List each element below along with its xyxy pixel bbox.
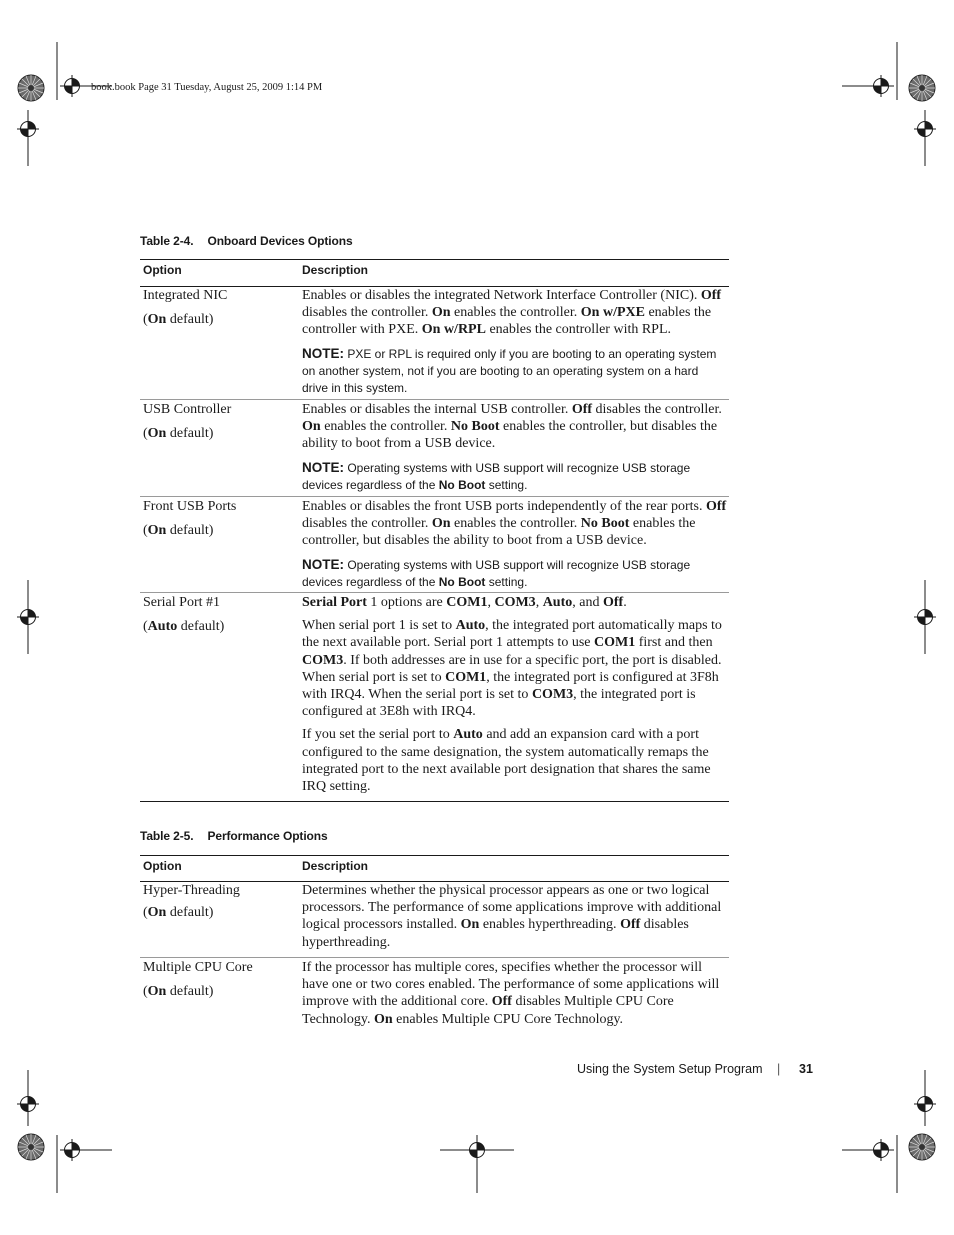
table-caption	[140, 829, 328, 843]
footer-section-title: Using the System Setup Program	[577, 1062, 763, 1076]
option-default: (On default)	[143, 523, 214, 538]
caption-title: Performance Options	[207, 829, 328, 843]
column-header-option: Option	[143, 859, 182, 873]
option-description	[302, 498, 727, 597]
option-description	[302, 287, 727, 403]
option-name: Hyper-Threading	[143, 883, 240, 898]
description-text: Enables or disables the internal USB controller. Off disables the controller. On enables the controller. No Boot enables the controller, but disables the ability to boot from a USB device.	[302, 402, 722, 452]
table-row	[143, 401, 293, 442]
footer-separator: |	[777, 1062, 781, 1076]
note: NOTE: PXE or RPL is required only if you are booting to an operating system on another system, not if you are booting to an operating system on a hard drive in this system.	[302, 345, 717, 395]
column-header-description: Description	[302, 859, 369, 873]
option-default: (On default)	[143, 905, 214, 920]
caption-title: Onboard Devices Options	[207, 234, 353, 248]
table-caption	[140, 234, 353, 248]
table-row	[143, 498, 293, 539]
description-text: Enables or disables the integrated Network Interface Controller (NIC). Off disables the controller. On enables the controller. On w/PXE enables the controller with PXE. On w/RPL enables the controller with RPL.	[302, 288, 722, 338]
note: NOTE: Operating systems with USB support will recognize USB storage devices regardless of the No Boot setting.	[302, 556, 691, 589]
column-header-option: Option	[143, 263, 182, 277]
option-description	[302, 882, 727, 957]
option-name: USB Controller	[143, 402, 232, 417]
table-row	[143, 594, 293, 635]
table-row	[143, 882, 293, 921]
description-text: If the processor has multiple cores, specifies whether the processor will have one or two cores enabled. The performance of some applications will improve with the additional core. Off disables Multiple CPU Core Technology. On enables Multiple CPU Core Technology.	[302, 960, 720, 1027]
option-default: (On default)	[143, 312, 214, 327]
description-text: Determines whether the physical processor appears as one or two logical processors. The performance of some applications improve with additional logical processors installed. On enables hyperthreading. Off disables hyperthreading.	[302, 883, 722, 950]
option-default: (On default)	[143, 426, 214, 441]
note: NOTE: Operating systems with USB support will recognize USB storage devices regardless of the No Boot setting.	[302, 459, 691, 492]
option-default: (On default)	[143, 984, 214, 999]
description-text: Serial Port 1 options are COM1, COM3, Auto, and Off.	[302, 595, 627, 610]
option-name: Integrated NIC	[143, 288, 228, 303]
description-text: If you set the serial port to Auto and add an expansion card with a port configured to the same designation, the system automatically remaps the integrated port to the next available port designation that shares the same IRQ setting.	[302, 727, 711, 795]
option-name: Serial Port #1	[143, 595, 220, 610]
option-default: (Auto default)	[143, 619, 225, 634]
page-number: 31	[799, 1062, 813, 1076]
running-head: book.book Page 31 Tuesday, August 25, 2009 1:14 PM	[91, 82, 323, 93]
option-name: Multiple CPU Core	[143, 960, 253, 975]
table-row	[143, 287, 293, 328]
column-header-description: Description	[302, 263, 369, 277]
description-text: When serial port 1 is set to Auto, the integrated port automatically maps to the next available port. Serial port 1 attempts to use COM1 first and then COM3. If both addresses are in use for a specific port, the port is disabled. When serial port is set to COM1, the integrated port is configured at 3F8h with IRQ4. When the serial port is set to COM3, the integrated port is configured at 3E8h with IRQ4.	[302, 618, 722, 720]
onboard-devices-table	[140, 259, 729, 803]
caption-number: Table 2-4.	[140, 234, 194, 248]
option-description	[302, 401, 727, 500]
performance-options-table	[140, 855, 729, 1035]
table-row	[143, 959, 293, 1000]
description-text: Enables or disables the front USB ports independently of the rear ports. Off disables the controller. On enables the controller. No Boot enables the controller, but disables the ability to boot from a USB device.	[302, 499, 727, 549]
caption-number: Table 2-5.	[140, 829, 194, 843]
option-name: Front USB Ports	[143, 499, 237, 514]
option-description	[302, 959, 727, 1034]
option-description	[302, 594, 727, 801]
